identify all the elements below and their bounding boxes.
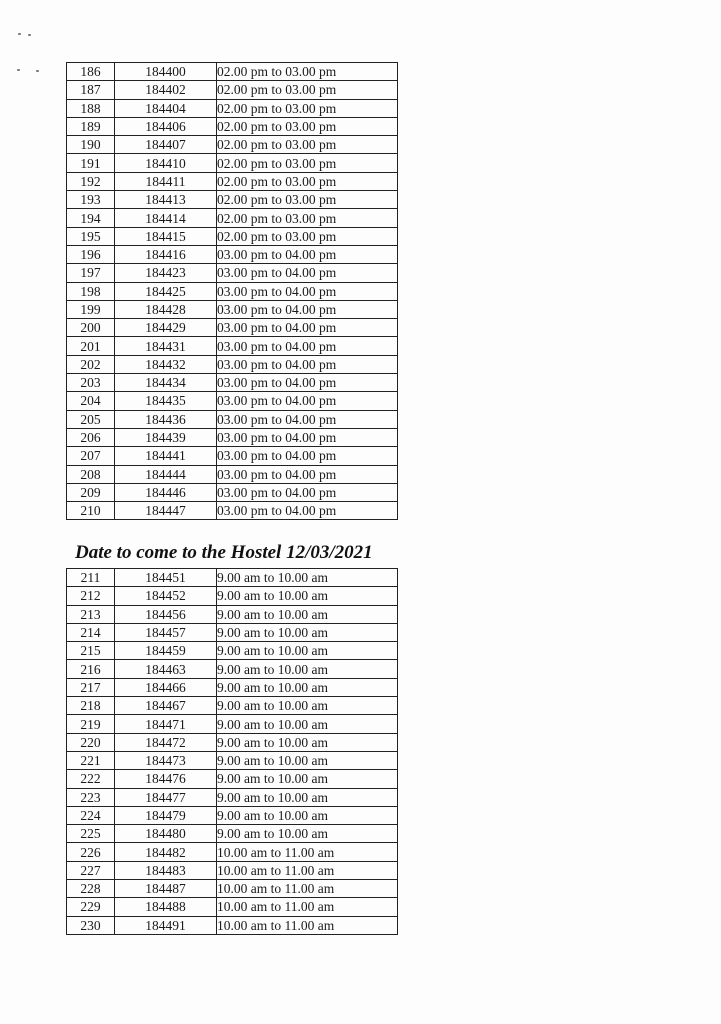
- table-row: [67, 483, 398, 501]
- registration-number-cell: 184482: [115, 843, 217, 861]
- time-slot-cell: 03.00 pm to 04.00 pm: [217, 319, 398, 337]
- time-slot-cell: 03.00 pm to 04.00 pm: [217, 502, 398, 520]
- table-row: [67, 81, 398, 99]
- registration-number-cell: 184471: [115, 715, 217, 733]
- section-heading: Date to come to the Hostel 12/03/2021: [75, 542, 373, 563]
- table-row: [67, 660, 398, 678]
- time-slot-cell: 9.00 am to 10.00 am: [217, 697, 398, 715]
- scan-speck: [18, 33, 21, 35]
- scan-speck: [36, 70, 39, 72]
- time-slot-cell: 10.00 am to 11.00 am: [217, 880, 398, 898]
- table-row: [67, 788, 398, 806]
- table-row: [67, 428, 398, 446]
- time-slot-cell: 9.00 am to 10.00 am: [217, 733, 398, 751]
- registration-number-cell: 184480: [115, 825, 217, 843]
- table-row: [67, 861, 398, 879]
- registration-number-cell: 184431: [115, 337, 217, 355]
- serial-number-cell: 194: [67, 209, 115, 227]
- registration-number-cell: 184459: [115, 642, 217, 660]
- serial-number-cell: 224: [67, 806, 115, 824]
- time-slot-cell: 03.00 pm to 04.00 pm: [217, 282, 398, 300]
- table-row: [67, 733, 398, 751]
- table-row: [67, 825, 398, 843]
- registration-number-cell: 184429: [115, 319, 217, 337]
- registration-number-cell: 184411: [115, 172, 217, 190]
- registration-number-cell: 184446: [115, 483, 217, 501]
- table-row: [67, 587, 398, 605]
- registration-number-cell: 184414: [115, 209, 217, 227]
- serial-number-cell: 190: [67, 136, 115, 154]
- time-slot-cell: 9.00 am to 10.00 am: [217, 660, 398, 678]
- registration-number-cell: 184415: [115, 227, 217, 245]
- registration-number-cell: 184473: [115, 751, 217, 769]
- table-row: [67, 502, 398, 520]
- time-slot-cell: 03.00 pm to 04.00 pm: [217, 465, 398, 483]
- serial-number-cell: 223: [67, 788, 115, 806]
- registration-number-cell: 184435: [115, 392, 217, 410]
- time-slot-cell: 9.00 am to 10.00 am: [217, 715, 398, 733]
- table-row: [67, 209, 398, 227]
- serial-number-cell: 220: [67, 733, 115, 751]
- registration-number-cell: 184404: [115, 99, 217, 117]
- table-row: [67, 843, 398, 861]
- serial-number-cell: 199: [67, 300, 115, 318]
- time-slot-cell: 02.00 pm to 03.00 pm: [217, 99, 398, 117]
- serial-number-cell: 215: [67, 642, 115, 660]
- serial-number-cell: 187: [67, 81, 115, 99]
- time-slot-cell: 9.00 am to 10.00 am: [217, 825, 398, 843]
- registration-number-cell: 184479: [115, 806, 217, 824]
- serial-number-cell: 222: [67, 770, 115, 788]
- table-row: [67, 99, 398, 117]
- serial-number-cell: 217: [67, 678, 115, 696]
- table-row: [67, 806, 398, 824]
- time-slot-cell: 9.00 am to 10.00 am: [217, 623, 398, 641]
- serial-number-cell: 218: [67, 697, 115, 715]
- serial-number-cell: 200: [67, 319, 115, 337]
- registration-number-cell: 184488: [115, 898, 217, 916]
- registration-number-cell: 184444: [115, 465, 217, 483]
- time-slot-cell: 9.00 am to 10.00 am: [217, 587, 398, 605]
- table-row: [67, 282, 398, 300]
- time-slot-cell: 03.00 pm to 04.00 pm: [217, 337, 398, 355]
- time-slot-cell: 03.00 pm to 04.00 pm: [217, 264, 398, 282]
- serial-number-cell: 230: [67, 916, 115, 934]
- registration-number-cell: 184400: [115, 63, 217, 81]
- serial-number-cell: 198: [67, 282, 115, 300]
- table-row: [67, 623, 398, 641]
- registration-number-cell: 184402: [115, 81, 217, 99]
- table-row: [67, 916, 398, 934]
- serial-number-cell: 229: [67, 898, 115, 916]
- registration-number-cell: 184466: [115, 678, 217, 696]
- registration-number-cell: 184432: [115, 355, 217, 373]
- table-row: [67, 751, 398, 769]
- table-row: [67, 410, 398, 428]
- table-row: [67, 678, 398, 696]
- time-slot-cell: 9.00 am to 10.00 am: [217, 788, 398, 806]
- time-slot-cell: 03.00 pm to 04.00 pm: [217, 410, 398, 428]
- time-slot-cell: 02.00 pm to 03.00 pm: [217, 227, 398, 245]
- table-row: [67, 898, 398, 916]
- table-row: [67, 374, 398, 392]
- registration-number-cell: 184413: [115, 191, 217, 209]
- registration-number-cell: 184423: [115, 264, 217, 282]
- registration-number-cell: 184456: [115, 605, 217, 623]
- serial-number-cell: 202: [67, 355, 115, 373]
- table-row: [67, 697, 398, 715]
- serial-number-cell: 211: [67, 569, 115, 587]
- time-slot-cell: 02.00 pm to 03.00 pm: [217, 136, 398, 154]
- serial-number-cell: 207: [67, 447, 115, 465]
- serial-number-cell: 205: [67, 410, 115, 428]
- serial-number-cell: 191: [67, 154, 115, 172]
- table-row: [67, 880, 398, 898]
- serial-number-cell: 209: [67, 483, 115, 501]
- serial-number-cell: 188: [67, 99, 115, 117]
- serial-number-cell: 214: [67, 623, 115, 641]
- serial-number-cell: 192: [67, 172, 115, 190]
- time-slot-cell: 03.00 pm to 04.00 pm: [217, 392, 398, 410]
- registration-number-cell: 184436: [115, 410, 217, 428]
- table-row: [67, 715, 398, 733]
- registration-number-cell: 184491: [115, 916, 217, 934]
- serial-number-cell: 221: [67, 751, 115, 769]
- serial-number-cell: 193: [67, 191, 115, 209]
- serial-number-cell: 203: [67, 374, 115, 392]
- serial-number-cell: 206: [67, 428, 115, 446]
- table-row: [67, 227, 398, 245]
- table-row: [67, 319, 398, 337]
- schedule-table-2: [66, 568, 398, 935]
- serial-number-cell: 228: [67, 880, 115, 898]
- registration-number-cell: 184477: [115, 788, 217, 806]
- table-row: [67, 605, 398, 623]
- time-slot-cell: 03.00 pm to 04.00 pm: [217, 428, 398, 446]
- schedule-table-1: [66, 62, 398, 520]
- table-row: [67, 245, 398, 263]
- time-slot-cell: 9.00 am to 10.00 am: [217, 806, 398, 824]
- serial-number-cell: 186: [67, 63, 115, 81]
- serial-number-cell: 219: [67, 715, 115, 733]
- serial-number-cell: 227: [67, 861, 115, 879]
- table-row: [67, 355, 398, 373]
- time-slot-cell: 02.00 pm to 03.00 pm: [217, 191, 398, 209]
- table-row: [67, 63, 398, 81]
- registration-number-cell: 184476: [115, 770, 217, 788]
- serial-number-cell: 225: [67, 825, 115, 843]
- serial-number-cell: 196: [67, 245, 115, 263]
- registration-number-cell: 184441: [115, 447, 217, 465]
- table-row: [67, 569, 398, 587]
- serial-number-cell: 195: [67, 227, 115, 245]
- registration-number-cell: 184416: [115, 245, 217, 263]
- registration-number-cell: 184483: [115, 861, 217, 879]
- time-slot-cell: 02.00 pm to 03.00 pm: [217, 81, 398, 99]
- serial-number-cell: 210: [67, 502, 115, 520]
- registration-number-cell: 184434: [115, 374, 217, 392]
- time-slot-cell: 03.00 pm to 04.00 pm: [217, 447, 398, 465]
- registration-number-cell: 184406: [115, 117, 217, 135]
- table-row: [67, 392, 398, 410]
- scan-speck: [17, 69, 20, 71]
- registration-number-cell: 184463: [115, 660, 217, 678]
- serial-number-cell: 212: [67, 587, 115, 605]
- table-row: [67, 337, 398, 355]
- time-slot-cell: 02.00 pm to 03.00 pm: [217, 117, 398, 135]
- registration-number-cell: 184407: [115, 136, 217, 154]
- time-slot-cell: 9.00 am to 10.00 am: [217, 678, 398, 696]
- table-row: [67, 154, 398, 172]
- time-slot-cell: 02.00 pm to 03.00 pm: [217, 154, 398, 172]
- registration-number-cell: 184439: [115, 428, 217, 446]
- time-slot-cell: 10.00 am to 11.00 am: [217, 916, 398, 934]
- table-row: [67, 300, 398, 318]
- table-row: [67, 465, 398, 483]
- serial-number-cell: 201: [67, 337, 115, 355]
- registration-number-cell: 184452: [115, 587, 217, 605]
- time-slot-cell: 03.00 pm to 04.00 pm: [217, 300, 398, 318]
- time-slot-cell: 9.00 am to 10.00 am: [217, 751, 398, 769]
- registration-number-cell: 184451: [115, 569, 217, 587]
- serial-number-cell: 216: [67, 660, 115, 678]
- schedule-table-2-body: [67, 569, 398, 935]
- time-slot-cell: 02.00 pm to 03.00 pm: [217, 63, 398, 81]
- schedule-table-1-body: [67, 63, 398, 520]
- registration-number-cell: 184472: [115, 733, 217, 751]
- registration-number-cell: 184410: [115, 154, 217, 172]
- time-slot-cell: 10.00 am to 11.00 am: [217, 861, 398, 879]
- registration-number-cell: 184457: [115, 623, 217, 641]
- time-slot-cell: 9.00 am to 10.00 am: [217, 642, 398, 660]
- time-slot-cell: 03.00 pm to 04.00 pm: [217, 245, 398, 263]
- registration-number-cell: 184425: [115, 282, 217, 300]
- time-slot-cell: 03.00 pm to 04.00 pm: [217, 355, 398, 373]
- registration-number-cell: 184487: [115, 880, 217, 898]
- time-slot-cell: 9.00 am to 10.00 am: [217, 605, 398, 623]
- table-row: [67, 447, 398, 465]
- table-row: [67, 642, 398, 660]
- table-row: [67, 117, 398, 135]
- serial-number-cell: 197: [67, 264, 115, 282]
- time-slot-cell: 02.00 pm to 03.00 pm: [217, 172, 398, 190]
- registration-number-cell: 184467: [115, 697, 217, 715]
- time-slot-cell: 10.00 am to 11.00 am: [217, 898, 398, 916]
- time-slot-cell: 10.00 am to 11.00 am: [217, 843, 398, 861]
- time-slot-cell: 02.00 pm to 03.00 pm: [217, 209, 398, 227]
- table-row: [67, 191, 398, 209]
- time-slot-cell: 9.00 am to 10.00 am: [217, 569, 398, 587]
- serial-number-cell: 208: [67, 465, 115, 483]
- serial-number-cell: 204: [67, 392, 115, 410]
- time-slot-cell: 03.00 pm to 04.00 pm: [217, 374, 398, 392]
- registration-number-cell: 184447: [115, 502, 217, 520]
- table-row: [67, 172, 398, 190]
- table-row: [67, 264, 398, 282]
- time-slot-cell: 9.00 am to 10.00 am: [217, 770, 398, 788]
- time-slot-cell: 03.00 pm to 04.00 pm: [217, 483, 398, 501]
- table-row: [67, 136, 398, 154]
- serial-number-cell: 226: [67, 843, 115, 861]
- table-row: [67, 770, 398, 788]
- serial-number-cell: 213: [67, 605, 115, 623]
- serial-number-cell: 189: [67, 117, 115, 135]
- scan-speck: [28, 34, 31, 36]
- registration-number-cell: 184428: [115, 300, 217, 318]
